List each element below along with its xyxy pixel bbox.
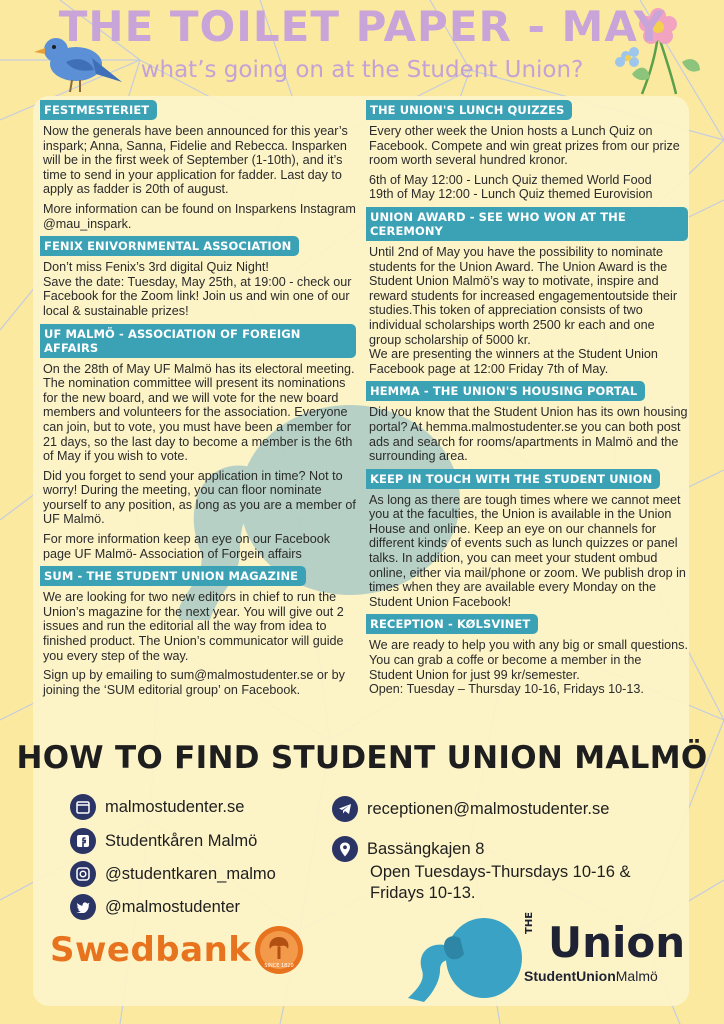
page-title: THE TOILET PAPER - MAY (58, 2, 666, 51)
email-link[interactable]: receptionen@malmostudenter.se (367, 799, 610, 818)
section-text: Don’t miss Fenix’s 3rd digital Quiz Night! Save the date: Tuesday, May 25th, at 19:00 - check our Facebook for the Zoom link! Join us and win one of our local & sustainable prizes! (43, 260, 352, 318)
opening-hours: Open Tuesdays-Thursdays 10-16 & Fridays 10-13. (370, 863, 631, 902)
sponsor-name: Swedbank (50, 930, 252, 970)
section-hemma (366, 381, 688, 463)
section-heading: FESTMESTERIET (40, 100, 157, 120)
section-text: We are looking for two new editors in chief to run the Union’s magazine for the next year. You will give out 2 issues and run the editorial all the way from idea to finished product. The Union’s communicator will guide you every step of the way. (43, 590, 344, 663)
swedbank-seal-icon (254, 925, 304, 975)
section-text: 6th of May 12:00 - Lunch Quiz themed World Food 19th of May 12:00 - Lunch Quiz themed Eurovision (369, 172, 653, 202)
section-text: On the 28th of May UF Malmö has its electoral meeting. The nomination committee will present its nominations for the new board, and we will vote for the new board members and volunteers for the association. Everyone can join, but to vote, you must have been a member for 21 days, so the last day to become a member is the 6th of May if you wish to vote. (43, 361, 355, 464)
section-text: We are ready to help you with any big or small questions. You can grab a coffe or become a member in the Student Union for just 99 kr/semester. Open: Tuesday – Thursday 10-16, Fridays 10-13. (369, 638, 688, 697)
twitter-icon (70, 894, 96, 920)
section-keep-in-touch (366, 469, 688, 610)
section-text: As long as there are tough times where we cannot meet you at the faculties, the Union is available in the Union House and online. Keep an eye on our channels for different kinds of events such as lunch quizzes or panel talks. In addition, you can meet your student ombud online, either via mail/phone or zoom. We publish drop in times when they are available every Monday on the Student Union Facebook! (369, 492, 686, 609)
section-heading: UF MALMÖ - ASSOCIATION OF FOREIGN AFFAIRS (40, 324, 356, 358)
elephant-icon (404, 908, 522, 1004)
page-subtitle: what’s going on at the Student Union? (140, 57, 584, 83)
website-contact[interactable] (70, 794, 244, 820)
location-icon (332, 836, 358, 862)
address-text: Bassängkajen 8 (367, 839, 485, 858)
section-heading: SUM - THE STUDENT UNION MAGAZINE (40, 566, 306, 586)
section-text: Did you know that the Student Union has its own housing portal? At hemma.malmostudenter.se you can both post ads and search for rooms/apartments in Malmö and the surrounding area. (369, 405, 688, 464)
section-text: Sign up by emailing to sum@malmostudenter.se or by joining the ‘SUM editorial group’ on Facebook. (43, 668, 345, 697)
section-heading: UNION AWARD - SEE WHO WON AT THE CEREMONY (366, 207, 688, 241)
section-reception (366, 614, 688, 696)
twitter-contact[interactable] (70, 894, 240, 920)
logo-the: THE (524, 911, 535, 934)
logo-subtitle (524, 968, 658, 984)
logo-sub-b: Malmö (615, 968, 658, 984)
instagram-icon (70, 861, 96, 887)
section-festmesteriet (40, 100, 356, 231)
logo-union: Union (548, 918, 686, 967)
facebook-contact[interactable] (70, 828, 257, 854)
section-text: Every other week the Union hosts a Lunch Quiz on Facebook. Compete and win great prizes from our prize room worth several hundred kronor. (369, 124, 680, 168)
section-fenix (40, 236, 356, 318)
facebook-icon (70, 828, 96, 854)
facebook-link[interactable]: Studentkåren Malmö (105, 831, 258, 850)
section-lunch-quizzes (366, 100, 688, 202)
section-text: More information can be found on Insparkens Instagram @mau_inspark. (43, 201, 356, 231)
section-heading: FENIX ENIVORNMENTAL ASSOCIATION (40, 236, 299, 256)
section-text: Now the generals have been announced for this year’s inspark; Anna, Sanna, Fidelie and Rebecca. Insparken will be in the first week of September (1-10th), and it’s time to send in your application for fadder. Last day to apply as fadder is 20th of august. (43, 124, 348, 197)
left-column (40, 100, 356, 702)
section-text: For more information keep an eye on our Facebook page UF Malmö- Association of Forgein affairs (43, 532, 331, 561)
section-sum (40, 566, 356, 697)
twitter-link[interactable]: @malmostudenter (105, 897, 241, 916)
right-column (366, 100, 688, 702)
website-link[interactable]: malmostudenter.se (105, 797, 245, 816)
section-text: Did you forget to send your application in time? Not to worry! During the meeting, you can floor nominate yourself to any position, as long as you are a member of UF Malmö. (43, 468, 356, 527)
instagram-contact[interactable] (70, 861, 276, 887)
section-uf-malmo (40, 324, 356, 562)
section-heading: RECEPTION - KØLSVINET (366, 614, 538, 634)
section-heading: HEMMA - THE UNION'S HOUSING PORTAL (366, 381, 645, 401)
section-union-award (366, 207, 688, 376)
address-contact[interactable] (332, 836, 484, 862)
find-us-title: HOW TO FIND STUDENT UNION MALMÖ (16, 740, 708, 776)
calendar-icon (70, 794, 96, 820)
logo-sub-a: StudentUnion (524, 968, 616, 984)
instagram-link[interactable]: @studentkaren_malmo (105, 864, 276, 883)
telegram-icon (332, 796, 358, 822)
section-heading: THE UNION'S LUNCH QUIZZES (366, 100, 572, 120)
email-contact[interactable] (332, 796, 609, 822)
seal-text: SINCE 1820 (264, 963, 294, 969)
section-heading: KEEP IN TOUCH WITH THE STUDENT UNION (366, 469, 660, 489)
section-text: Until 2nd of May you have the possibility to nominate students for the Union Award. The Union Award is the Student Union Malmö’s way to motivate, inspire and reward students for increased engagementoutside their studies.This token of appreciation consists of two individual scholarships worth 2500 kr each and one group scholarship of 5000 kr. We are presenting the winners at the Student Union Facebook page at 12:00 Friday 7th of May. (369, 244, 678, 376)
